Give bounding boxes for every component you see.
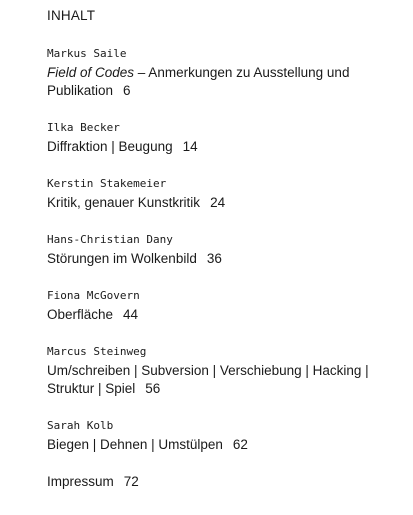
entry-title-continued	[47, 380, 387, 398]
toc-entry-dany[interactable]	[47, 231, 387, 268]
entry-page-number: 6	[123, 83, 131, 98]
entry-title-text: Um/schreiben | Subversion | Verschiebung | Hacking |	[47, 363, 369, 378]
entry-title-continued	[47, 82, 387, 100]
entry-author: Hans-Christian Dany	[47, 233, 173, 246]
entry-title-text: Diffraktion | Beugung	[47, 139, 173, 154]
entry-author: Sarah Kolb	[47, 419, 114, 432]
toc-entry-stakemeier[interactable]	[47, 175, 387, 212]
entry-title-text: Impressum	[47, 474, 114, 489]
toc-entry-kolb[interactable]	[47, 417, 387, 454]
entry-page-number: 36	[206, 251, 222, 266]
table-of-contents	[47, 7, 387, 510]
entry-title-line2: Publikation	[47, 83, 114, 98]
toc-entry-mcgovern[interactable]	[47, 287, 387, 324]
entry-page-number: 44	[123, 307, 139, 322]
entry-author: Marcus Steinweg	[47, 345, 147, 358]
entry-title	[47, 138, 387, 156]
toc-entry-saile[interactable]	[47, 45, 387, 100]
entry-title-line2: Struktur | Spiel	[47, 381, 136, 396]
entry-page-number: 24	[210, 195, 226, 210]
entry-title	[47, 362, 387, 380]
entry-page-number: 72	[123, 474, 139, 489]
entry-title	[47, 473, 387, 491]
entry-title	[47, 436, 387, 454]
entry-author: Ilka Becker	[47, 121, 120, 134]
entry-title-text: Oberfläche	[47, 307, 114, 322]
entry-page-number: 62	[232, 437, 248, 452]
entry-title-text: Störungen im Wolkenbild	[47, 251, 197, 266]
toc-heading: INHALT	[47, 8, 96, 23]
entry-title	[47, 194, 387, 212]
entry-title	[47, 250, 387, 268]
entry-page-number: 56	[145, 381, 161, 396]
entry-title-italic: Field of Codes	[47, 65, 135, 80]
toc-entry-becker[interactable]	[47, 119, 387, 156]
entry-title	[47, 64, 387, 82]
entry-author: Fiona McGovern	[47, 289, 140, 302]
toc-entry-impressum[interactable]	[47, 473, 387, 491]
entry-title-text: Kritik, genauer Kunstkritik	[47, 195, 201, 210]
entry-title	[47, 306, 387, 324]
toc-entry-steinweg[interactable]	[47, 343, 387, 398]
entry-title-text: Biegen | Dehnen | Umstülpen	[47, 437, 223, 452]
entry-author: Markus Saile	[47, 47, 127, 60]
entry-author: Kerstin Stakemeier	[47, 177, 167, 190]
entry-page-number: 14	[182, 139, 198, 154]
entry-title-rest: – Anmerkungen zu Ausstellung und	[134, 65, 350, 80]
